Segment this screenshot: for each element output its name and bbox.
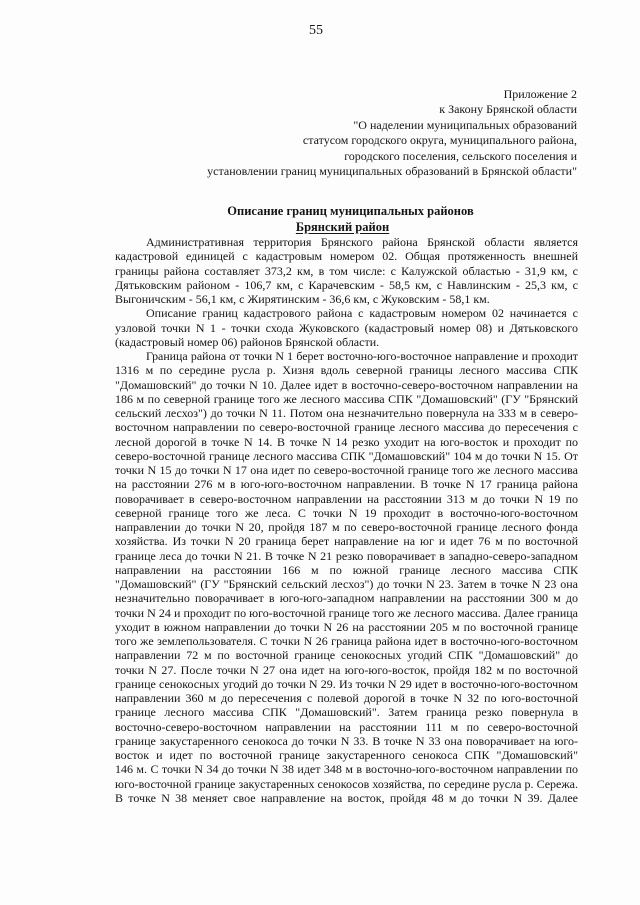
- paragraph: [115, 349, 578, 805]
- paragraph-line: границы района составляет 373,2 км, в том числе: с Калужской областью - 31,9 км, с: [115, 263, 578, 278]
- paragraph-line: Граница района от точки N 1 берет восточно-юго-восточное направление и проходит: [146, 349, 578, 363]
- paragraph-line: (кадастровый номер 06) районов Брянской области.: [115, 334, 380, 349]
- paragraph: [115, 235, 578, 306]
- paragraph-line: северо-восточной границе лесного массива СПК "Домашовский" 104 м до точки N 15. От: [115, 448, 578, 463]
- paragraph-line: хозяйства. Из точки N 20 граница берет направление на юг и идет 76 м по восточной: [115, 534, 578, 549]
- paragraph-line: сельский лесхоз") до точки N 11. Потом она незначительно повернула на 333 м в северо-: [115, 406, 578, 420]
- paragraph-line: точки N 24 и проходит по юго-восточной границе того же лесного массива. Далее граница: [115, 605, 578, 620]
- paragraph-line: В точке N 38 меняет свое направление на восток, пройдя 48 м до точки N 39. Далее: [115, 790, 578, 805]
- paragraph-line: Дятьковским районом - 106,7 км, с Карачевским - 58,5 км, с Навлинским - 25,3 км, с: [115, 277, 578, 292]
- appendix-header-line: городского поселения, сельского поселения и: [344, 148, 577, 163]
- paragraph-line: 1316 м по середине русла р. Хизня вдоль северной границы лесного массива СПК: [115, 363, 578, 378]
- paragraph-line: северной границе того же леса. С точки N 19 проходит в восточно-юго-восточном: [115, 505, 578, 520]
- paragraph: [115, 306, 578, 349]
- paragraph-line: 186 м по северной границе того же лесного массива СПК "Домашовский" (ГУ "Брянский: [115, 391, 578, 406]
- appendix-header-line: к Закону Брянской области: [439, 102, 577, 117]
- paragraph-line: направлении на расстоянии 166 м по южной границе лесного массива СПК: [115, 562, 578, 577]
- paragraph-line: границе лесного массива СПК "Домашовский". Затем граница резко повернула в: [115, 705, 578, 720]
- paragraph-line: восток и идет по восточной границе закустаренного сенокоса СПК "Домашовский": [115, 748, 578, 762]
- paragraph-line: направлении до точки N 20, пройдя 187 м по северо-восточной границе лесного фонда: [115, 520, 578, 534]
- appendix-header-line: статусом городского округа, муниципального района,: [302, 133, 577, 148]
- page-number: 55: [309, 23, 323, 38]
- body-text: [115, 235, 578, 805]
- paragraph-line: границе закустаренного сенокоса до точки N 33. В точке N 33 она поворачивает на юго-: [115, 733, 578, 748]
- appendix-header: [207, 87, 577, 179]
- paragraph-line: уходит в южном направлении до точки N 26 на расстоянии 205 м по восточной границе: [115, 619, 578, 634]
- paragraph-line: Описание границ кадастрового района с кадастровым номером 02 начинается с: [146, 306, 578, 321]
- paragraph-line: восточно-северо-восточном направлении на расстоянии 111 м по северо-восточной: [115, 719, 578, 734]
- paragraph-line: узловой точки N 1 - точки схода Жуковского (кадастровый номер 08) и Дятьковского: [115, 320, 578, 335]
- district-name-heading: Брянский район: [295, 219, 390, 234]
- paragraph-line: незначительно поворачивает в юго-юго-западном направлении на расстоянии 300 м до: [115, 591, 578, 606]
- paragraph-line: Выгоничским - 56,1 км, с Жирятинским - 36,6 км, с Жуковским - 58,1 км.: [115, 292, 490, 306]
- paragraph-line: границе сенокосных угодий до точки N 29. Из точки N 29 идет в восточно-юго-восточном: [115, 676, 578, 691]
- paragraph-line: точки N 27. После точки N 27 она идет на юго-юго-восток, пройдя 182 м по восточной: [115, 662, 578, 677]
- paragraph-line: "Домашовский" до точки N 10. Далее идет в восточно-северо-восточном направлении на: [115, 377, 578, 392]
- section-title: Описание границ муниципальных районов: [227, 204, 474, 218]
- paragraph-line: на расстоянии 276 м в юго-юго-восточном направлении. В точке N 17 граница района: [115, 477, 578, 492]
- paragraph-line: поворачивает в северо-восточном направлении на расстоянии 313 м до точки N 19 по: [115, 491, 578, 506]
- paragraph-line: границе леса до точки N 21. В точке N 21 резко поворачивает в западно-северо-западном: [115, 548, 578, 563]
- paragraph-line: направлении 72 м по восточной границе сенокосных угодий СПК "Домашовский" до: [115, 648, 578, 663]
- paragraph-line: восточном направлении по северо-восточной границе лесного массива до пересечения с: [115, 420, 578, 435]
- paragraph-line: "Домашовский" (ГУ "Брянский сельский лесхоз") до точки N 23. Затем в точке N 23 она: [115, 577, 578, 591]
- paragraph-line: того же землепользователя. С точки N 26 граница района идет в восточно-юго-восточном: [115, 634, 578, 648]
- paragraph-line: юго-восточной границе закустаренных сенокосов хозяйства, по середине русла р. Сережа.: [115, 776, 578, 791]
- paragraph-line: лесной дорогой в точке N 14. В точке N 14 резко уходит на юго-восток и проходит по: [115, 434, 578, 449]
- section-headings: [115, 204, 578, 235]
- paragraph-line: точки N 15 до точки N 17 она идет по северо-восточной границе того же лесного массива: [115, 463, 578, 477]
- appendix-header-line: Приложение 2: [503, 87, 577, 101]
- paragraph-line: Административная территория Брянского района Брянской области является: [146, 235, 578, 249]
- paragraph-line: направлении 360 м до пересечения с полевой дорогой в точке N 32 по юго-восточной: [115, 691, 578, 705]
- paragraph-line: 146 м. С точки N 34 до точки N 38 идет 348 м в восточно-юго-восточном направлении по: [115, 762, 578, 777]
- appendix-header-line: "О наделении муниципальных образований: [353, 117, 577, 132]
- appendix-header-line: установлении границ муниципальных образований в Брянской области": [207, 164, 577, 179]
- paragraph-line: кадастровой единицей с кадастровым номером 02. Общая протяженность внешней: [115, 249, 578, 264]
